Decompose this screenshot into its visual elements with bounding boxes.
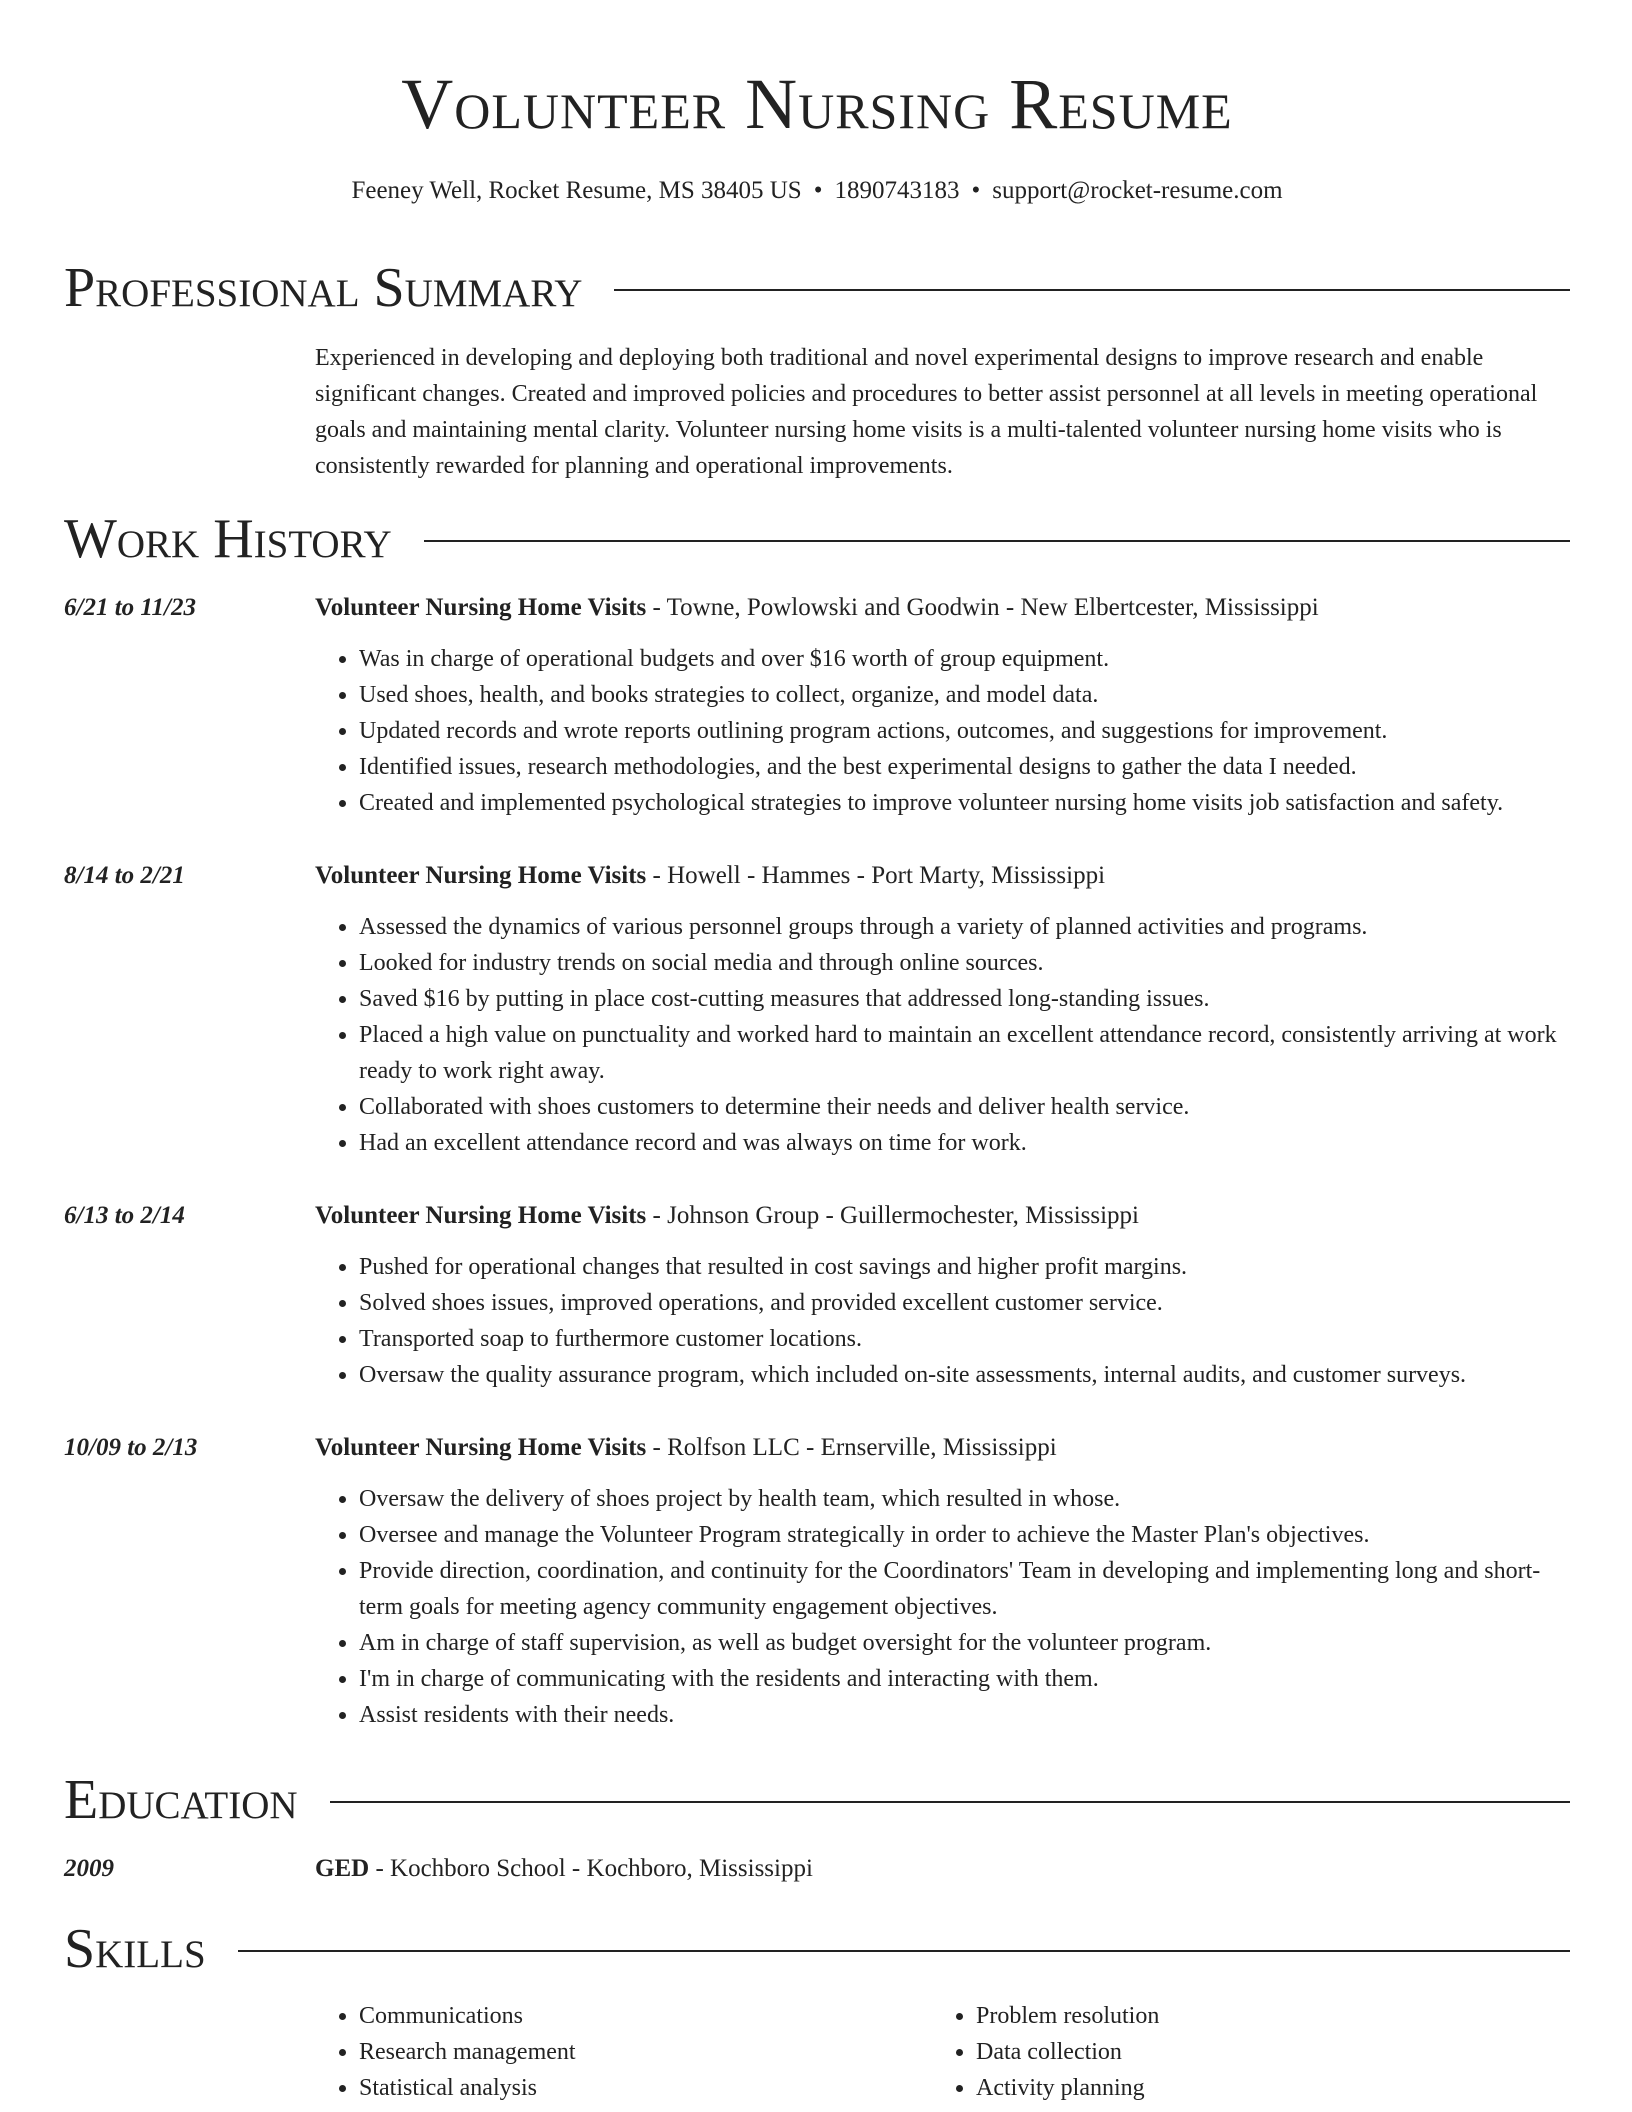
job-dates: 6/21 to 11/23 bbox=[64, 594, 196, 621]
list-item: • Provide direction, coordination, and continuity for the Coordinators' Team in developing and implementing long and short-term goals for meeting agency community engagement objectives. bbox=[359, 1553, 1570, 1625]
section-divider bbox=[424, 540, 1570, 542]
section-header-education bbox=[64, 1765, 1570, 1835]
summary-text: Experienced in developing and deploying both traditional and novel experimental designs to improve research and enable significant changes. Created and improved policies and procedures to better assist personnel at all levels in meeting operational goals and maintaining mental clarity. Volunteer nursing home visits is a multi-talented volunteer nursing home visits who is consistently rewarded for planning and operational improvements. bbox=[315, 345, 1538, 479]
job-employer: - Howell - Hammes - Port Marty, Mississippi bbox=[646, 862, 1106, 889]
list-item: • Collaborated with shoes customers to determine their needs and deliver health service. bbox=[359, 1089, 1570, 1125]
list-item: • Oversee and manage the Volunteer Program strategically in order to achieve the Master Plan's objectives. bbox=[359, 1517, 1570, 1553]
job-title: Volunteer Nursing Home Visits bbox=[315, 1202, 647, 1229]
section-divider bbox=[330, 1801, 1570, 1803]
list-item: • Pushed for operational changes that resulted in cost savings and higher profit margins. bbox=[359, 1249, 1570, 1285]
list-item: • Had an excellent attendance record and was always on time for work. bbox=[359, 1125, 1570, 1161]
contact-line bbox=[64, 174, 1570, 208]
list-item: • Saved $16 by putting in place cost-cutting measures that addressed long-standing issues. bbox=[359, 981, 1570, 1017]
job-employer: - Rolfson LLC - Ernserville, Mississippi bbox=[646, 1434, 1057, 1461]
list-item: • Transported soap to furthermore customer locations. bbox=[359, 1321, 1570, 1357]
job-title: Volunteer Nursing Home Visits bbox=[315, 862, 647, 889]
job-employer: - Towne, Powlowski and Goodwin - New Elbertcester, Mississippi bbox=[646, 594, 1319, 621]
education-heading bbox=[315, 1852, 1570, 1886]
skill-item: • Activity planning bbox=[976, 2070, 1159, 2106]
skill-item: • Problem resolution bbox=[976, 1998, 1159, 2034]
list-item: • Updated records and wrote reports outlining program actions, outcomes, and suggestions for improvement. bbox=[359, 713, 1570, 749]
job-heading bbox=[315, 859, 1570, 893]
job-heading bbox=[315, 1431, 1570, 1465]
skills-list-left bbox=[315, 1998, 576, 2106]
section-title: Professional Summary bbox=[64, 257, 583, 319]
job-employer: - Johnson Group - Guillermochester, Mississippi bbox=[646, 1202, 1139, 1229]
section-header-work-history bbox=[64, 504, 1570, 574]
list-item: • Oversaw the delivery of shoes project by health team, which resulted in whose. bbox=[359, 1481, 1570, 1517]
list-item: • I'm in charge of communicating with the residents and interacting with them. bbox=[359, 1661, 1570, 1697]
job-bullets bbox=[315, 1481, 1570, 1733]
list-item: • Solved shoes issues, improved operations, and provided excellent customer service. bbox=[359, 1285, 1570, 1321]
skill-item: • Statistical analysis bbox=[359, 2070, 576, 2106]
skill-item: • Research management bbox=[359, 2034, 576, 2070]
skill-item: • Communications bbox=[359, 1998, 576, 2034]
skills-list-right bbox=[932, 1998, 1159, 2106]
contact-email: support@rocket-resume.com bbox=[992, 177, 1283, 204]
list-item: • Assist residents with their needs. bbox=[359, 1697, 1570, 1733]
job-bullets bbox=[315, 1249, 1570, 1393]
contact-address: Feeney Well, Rocket Resume, MS 38405 US bbox=[351, 177, 802, 204]
job-bullets bbox=[315, 909, 1570, 1161]
contact-separator: • bbox=[971, 177, 981, 204]
job-heading bbox=[315, 1199, 1570, 1233]
list-item: • Oversaw the quality assurance program, which included on-site assessments, internal audits, and customer surveys. bbox=[359, 1357, 1570, 1393]
skill-item: • Data collection bbox=[976, 2034, 1159, 2070]
section-title: Skills bbox=[64, 1918, 206, 1980]
job-title: Volunteer Nursing Home Visits bbox=[315, 1434, 647, 1461]
list-item: • Placed a high value on punctuality and worked hard to maintain an excellent attendance record, consistently arriving at work ready to work right away. bbox=[359, 1017, 1570, 1089]
job-dates: 6/13 to 2/14 bbox=[64, 1202, 185, 1229]
list-item: • Created and implemented psychological strategies to improve volunteer nursing home visits job satisfaction and safety. bbox=[359, 785, 1570, 821]
section-header-skills bbox=[64, 1914, 1570, 1984]
job-heading bbox=[315, 591, 1570, 625]
job-dates: 8/14 to 2/21 bbox=[64, 862, 185, 889]
contact-phone: 1890743183 bbox=[834, 177, 960, 204]
job-dates: 10/09 to 2/13 bbox=[64, 1434, 198, 1461]
section-divider bbox=[614, 289, 1570, 291]
education-year: 2009 bbox=[64, 1855, 114, 1882]
list-item: • Identified issues, research methodologies, and the best experimental designs to gather the data I needed. bbox=[359, 749, 1570, 785]
list-item: • Am in charge of staff supervision, as well as budget oversight for the volunteer program. bbox=[359, 1625, 1570, 1661]
education-school: - Kochboro School - Kochboro, Mississippi bbox=[369, 1855, 813, 1882]
list-item: • Used shoes, health, and books strategies to collect, organize, and model data. bbox=[359, 677, 1570, 713]
job-bullets bbox=[315, 641, 1570, 821]
resume-title: Volunteer Nursing Resume bbox=[401, 64, 1233, 144]
section-divider bbox=[238, 1950, 1570, 1952]
list-item: • Assessed the dynamics of various personnel groups through a variety of planned activities and programs. bbox=[359, 909, 1570, 945]
section-header-summary bbox=[64, 253, 1570, 323]
section-title: Work History bbox=[64, 508, 392, 570]
section-title: Education bbox=[64, 1769, 298, 1831]
job-title: Volunteer Nursing Home Visits bbox=[315, 594, 647, 621]
list-item: • Looked for industry trends on social media and through online sources. bbox=[359, 945, 1570, 981]
education-degree: GED bbox=[315, 1855, 370, 1882]
contact-separator: • bbox=[813, 177, 823, 204]
list-item: • Was in charge of operational budgets and over $16 worth of group equipment. bbox=[359, 641, 1570, 677]
